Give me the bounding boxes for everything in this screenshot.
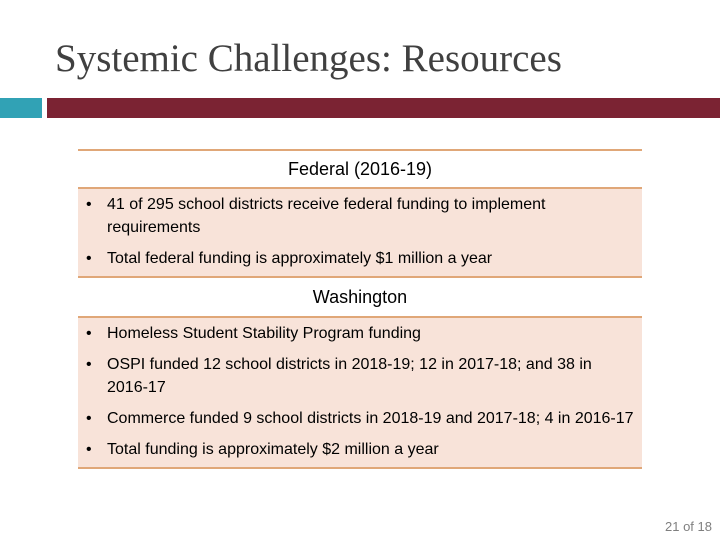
list-item — [86, 247, 634, 270]
bullet-text: Total funding is approximately $2 million a year — [107, 441, 439, 458]
bullet-icon: • — [86, 356, 92, 373]
federal-body-cell — [78, 188, 642, 277]
bullet-text: 41 of 295 school districts receive federal funding to implement requirements — [107, 196, 546, 236]
federal-heading: Federal (2016-19) — [78, 150, 642, 188]
bullet-icon: • — [86, 325, 92, 342]
funding-table — [78, 149, 642, 469]
bullet-icon: • — [86, 250, 92, 267]
title-accent-block — [0, 98, 42, 118]
bullet-text: Total federal funding is approximately $1 million a year — [107, 250, 493, 267]
list-item — [86, 322, 634, 345]
list-item — [86, 438, 634, 461]
federal-header-row — [78, 150, 642, 188]
federal-body-row — [78, 188, 642, 277]
bullet-text: Homeless Student Stability Program funding — [107, 325, 421, 342]
bullet-icon: • — [86, 410, 92, 427]
washington-body-row — [78, 317, 642, 468]
washington-heading: Washington — [78, 277, 642, 317]
slide-title: Systemic Challenges: Resources — [55, 37, 562, 80]
bullet-icon: • — [86, 441, 92, 458]
bullet-text: OSPI funded 12 school districts in 2018-19; 12 in 2017-18; and 38 in 2016-17 — [107, 356, 592, 396]
washington-bullet-list — [86, 322, 634, 461]
washington-header-row — [78, 277, 642, 317]
list-item — [86, 407, 634, 430]
list-item — [86, 353, 634, 399]
bullet-text: Commerce funded 9 school districts in 2018-19 and 2017-18; 4 in 2016-17 — [107, 410, 634, 427]
list-item — [86, 193, 634, 239]
title-divider-bar — [47, 98, 720, 118]
washington-body-cell — [78, 317, 642, 468]
federal-bullet-list — [86, 193, 634, 270]
bullet-icon: • — [86, 196, 92, 213]
page-number: 21 of 18 — [665, 519, 712, 534]
